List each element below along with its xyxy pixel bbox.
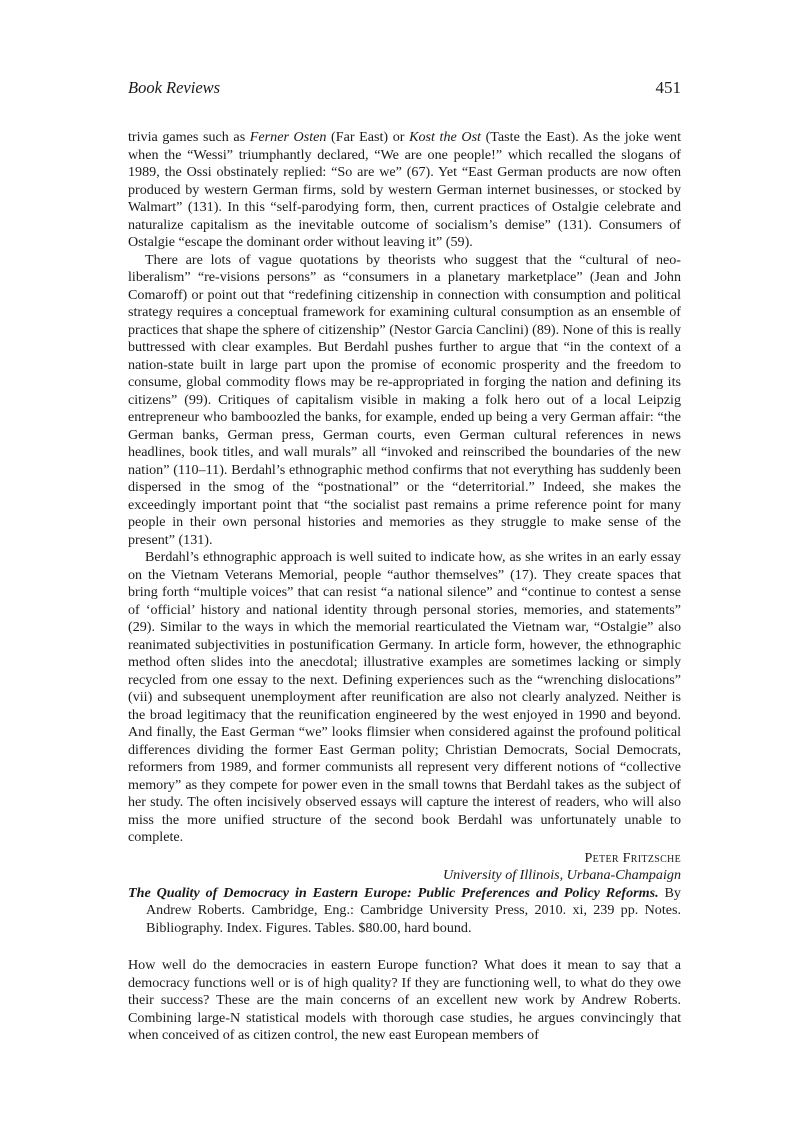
article-body bbox=[128, 129, 681, 1045]
journal-section-title: Book Reviews bbox=[128, 78, 221, 97]
review2-paragraph-1: How well do the democracies in eastern Europe function? What does it mean to say that a democracy functions well or is of high quality? If they are functioning well, to what do they owe their success? These are the main concerns of an excellent new work by Andrew Roberts. Combining large-N statistical models with thorough case studies, he argues convincingly that when conceived of as citizen control, the new east European members of bbox=[128, 957, 681, 1043]
book-citation: By Andrew Roberts. Cambridge, Eng.: Cambridge University Press, 2010. xi, 239 pp. Notes. Bibliography. Index. Figures. Tables. $80.00, hard bound. bbox=[146, 884, 681, 936]
review1-paragraph-3: Berdahl’s ethnographic approach is well suited to indicate how, as she writes in an early essay on the Vietnam Veterans Memorial, people “author themselves” (17). They create spaces that bring forth “multiple voices” that can resist “a national silence” and “continue to contest a sense of ‘official’ history and national identity through personal stories, memories, and statements” (29). Similar to the ways in which the memorial rearticulated the Vietnam war, “Ostalgie” also reanimated subjectivities in postunification Germany. In article form, however, the ethnographic method often slides into the anecdotal; illustrative examples are sometimes lacking or simply recycled from one essay to the next. Defining experiences such as the “wrenching dislocations” (vii) and subsequent unemployment after reunification are also not clearly analyzed. Neither is the broad legitimacy that the reunification engineered by the west enjoyed in 1990 and beyond. And finally, the East German “we” looks flimsier when considered against the profound political differences dividing the former East German polity; Christian Democrats, Social Democrats, reformers from 1989, and former communists all represent very different notions of “collective memory” as they compete for power even in the small towns that Berdahl takes as the subject of her study. The often incisively observed essays will capture the interest of readers, who will also miss the more unified structure of the second book Berdahl was unfortunately unable to complete. bbox=[128, 549, 681, 845]
review2-heading bbox=[128, 885, 681, 938]
review1-paragraph-2: There are lots of vague quotations by theorists who suggest that the “cultural of neo-liberalism” “re-visions persons” as “consumers in a planetary marketplace” (Jean and John Comaroff) or point out that “redefining citizenship in connection with consumption and political strategy requires a conceptual framework for examining cultural consumption as an ensemble of practices that shape the sphere of citizenship” (Nestor Garcia Canclini) (89). None of this is really buttressed with clear examples. But Berdahl pushes further to argue that “in the context of a nation-state built in large part upon the promise of economic prosperity and the freedom to consume, global commodity flows may be re-appropriated in forging the nation and defining its citizens” (99). Critiques of capitalism visible in making a folk hero out of a local Leipzig entrepreneur who bamboozled the banks, for example, ended up being a very German affair: “the German banks, German press, German courts, even German cultural references in news headlines, book titles, and wall murals” all “invoked and reinscribed the boundaries of the new nation” (110–11). Berdahl’s ethnographic method confirms that not everything has suddenly been dispersed in the smog of the “postnational” or the “deterritorial.” Indeed, she makes the exceedingly important point that “the socialist past remains a prime reference point for many people in their own personal histories and memories as they struggle to make sense of the present” (131). bbox=[128, 251, 681, 548]
reviewer-name: Peter Fritzsche bbox=[584, 849, 681, 866]
reviewer-signature bbox=[128, 850, 681, 885]
game-title-ferner-osten: Ferner Osten bbox=[249, 129, 327, 145]
running-head bbox=[128, 78, 681, 98]
game-title-kost-the-ost: Kost the Ost bbox=[409, 129, 481, 145]
reviewer-affiliation: University of Illinois, Urbana-Champaign bbox=[442, 867, 681, 883]
review1-paragraph-1: trivia games such as Ferner Osten (Far East) or Kost the Ost (Taste the East). As the joke went when the “Wessi” triumphantly declared, “We are one people!” which recalled the slogans of 1989, the Ossi obstinately replied: “So are we” (67). Yet “East German products are now often produced by western German firms, sold by western German internet businesses, or stocked by Walmart” (131). In this “self-parodying form, then, current practices of Ostalgie celebrate and naturalize capitalism as the inevitable outcome of socialism’s demise” (131). Consumers of Ostalgie “escape the dominant order without leaving it” (59). bbox=[128, 129, 681, 250]
book-title: The Quality of Democracy in Eastern Europe: Public Preferences and Policy Reforms. bbox=[128, 884, 659, 901]
page-number: 451 bbox=[655, 78, 681, 97]
